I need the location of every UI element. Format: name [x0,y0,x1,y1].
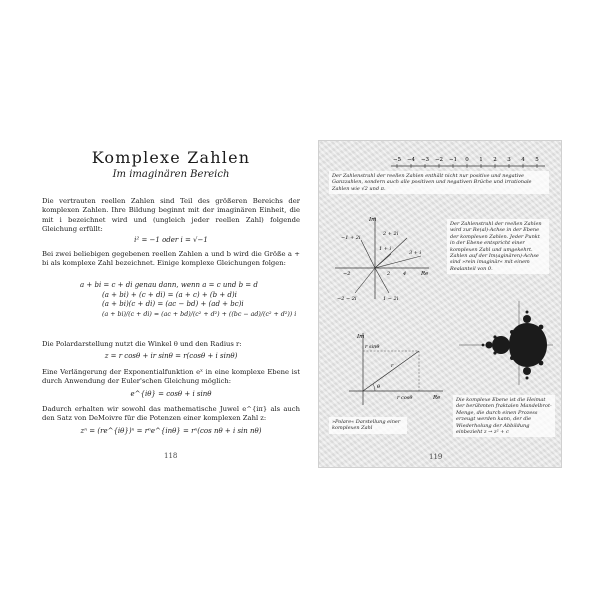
complex-plane-diagram [325,213,435,303]
polar-rsin-label: r sinθ [365,344,380,350]
mandelbrot-diagram [457,297,555,387]
number-line-label: 4 [521,157,525,163]
equation-demoivre: zⁿ = (re^{iθ})ⁿ = rⁿe^{inθ} = rⁿ(cos nθ + i sin nθ) [80,427,262,435]
paragraph-intro: Die vertrauten reellen Zahlen sind Teil des größeren Bereichs der komplexen Zahlen. Ihre Bildung beginnt mit der imaginären Einheit, die mit i bezeichnet wird und (ungleich jeder reellen Zahl) folgende Gleichung erfüllt: [42,197,300,234]
note-complex-plane: Der Zahlenstrahl der reellen Zahlen wird zur Re(al)-Achse in der Ebene der komplexen Zahlen. Jeder Punkt in der Ebene entspricht einer komplexen Zahl und umgekehrt. Zahlen auf der Im(aginären)-Achse sind »rein imaginär« mit einem Realanteil von 0. [447,219,549,274]
equation-multiplication: (a + bi)(c + di) = (ac − bd) + (ad + bc)i [102,300,244,308]
point-label-1-plus-i: 1 + i [379,246,392,252]
point-label-minus2-minus-2i: −2 − 2i [337,296,357,302]
number-line-label: 2 [493,157,497,163]
number-line-label: 1 [479,157,483,163]
equation-division: (a + bi)/(c + di) = (ac + bd)/(c² + d²) + ((bc − ad)/(c² + d²)) i [102,311,297,318]
paragraph-demoivre: Dadurch erhalten wir sowohl das mathematische Juwel e^{iπ} als auch den Satz von DeMoivre für die Potenzen einer komplexen Zahl z: [42,405,300,423]
equation-addition: (a + bi) + (c + di) = (a + c) + (b + d)i [102,291,237,299]
number-line-label: 0 [465,157,469,163]
plane-re-label: Re [421,271,429,277]
note-number-line: Der Zahlenstrahl der reellen Zahlen enthält nicht nur positive und negative Ganzzahlen, sondern auch alle positiven und negativen Brüche und irrationale Zahlen wie √2 und π. [329,171,549,194]
left-page [42,140,300,480]
number-line-label: −3 [420,157,430,163]
polar-rcos-label: r cosθ [397,395,413,401]
number-line [389,153,549,173]
polar-r-label: r [391,363,394,369]
number-line-label: −1 [448,157,458,163]
point-label-1-minus-2i: 1 − 2i [383,296,399,302]
point-label-minus1-plus-2i: −1 + 2i [341,235,361,241]
polar-im-label: Im [357,334,365,340]
equation-euler: e^{iθ} = cosθ + i sinθ [130,390,212,398]
number-line-label: 5 [535,157,539,163]
equation-equality: a + bi = c + di genau dann, wenn a = c und b = d [80,281,258,289]
axis-tick-2: 2 [387,271,391,277]
page-title: Komplexe Zahlen [91,148,251,167]
paragraph-complex-number: Bei zwei beliebigen gegebenen reellen Zahlen a und b wird die Größe a + bi als komplexe Zahl bezeichnet. Einige komplexe Gleichungen folgen: [42,250,300,268]
polar-re-label: Re [433,395,441,401]
note-mandelbrot: Die komplexe Ebene ist die Heimat der berühmten fraktalen Mandelbrot-Menge, die durch einen Prozess erzeugt werden kann, der die Wiederholung der Abbildung einbezieht z → z² + c [453,395,555,437]
number-line-label: 3 [507,157,511,163]
page-number-left: 118 [164,452,178,460]
page-subtitle: Im imaginären Bereich [112,169,230,180]
number-line-label: −5 [392,157,402,163]
equation-imaginary-unit: i² = −1 oder i = √−1 [134,236,208,244]
number-line-label: −4 [406,157,416,163]
note-polar: »Polare« Darstellung einer komplexen Zahl [329,417,407,434]
axis-tick-minus2: −2 [343,271,351,277]
right-page [318,140,562,468]
polar-diagram [337,329,447,409]
axis-tick-4: 4 [403,271,407,277]
paragraph-exponential: Eine Verlängerung der Exponentialfunktion eˣ in eine komplexe Ebene ist durch Anwendung der Euler'schen Gleichung möglich: [42,368,300,386]
paragraph-polar: Die Polardarstellung nutzt die Winkel θ und den Radius r: [42,340,242,348]
point-label-2-plus-2i: 2 + 2i [383,231,399,237]
plane-im-label: Im [369,217,377,223]
equation-polar: z = r cosθ + ir sinθ = r(cosθ + i sinθ) [104,352,238,360]
number-line-label: −2 [434,157,444,163]
point-label-3-plus-i: 3 + i [409,250,422,256]
polar-theta-label: θ [377,384,381,390]
page-number-right: 119 [429,453,443,461]
